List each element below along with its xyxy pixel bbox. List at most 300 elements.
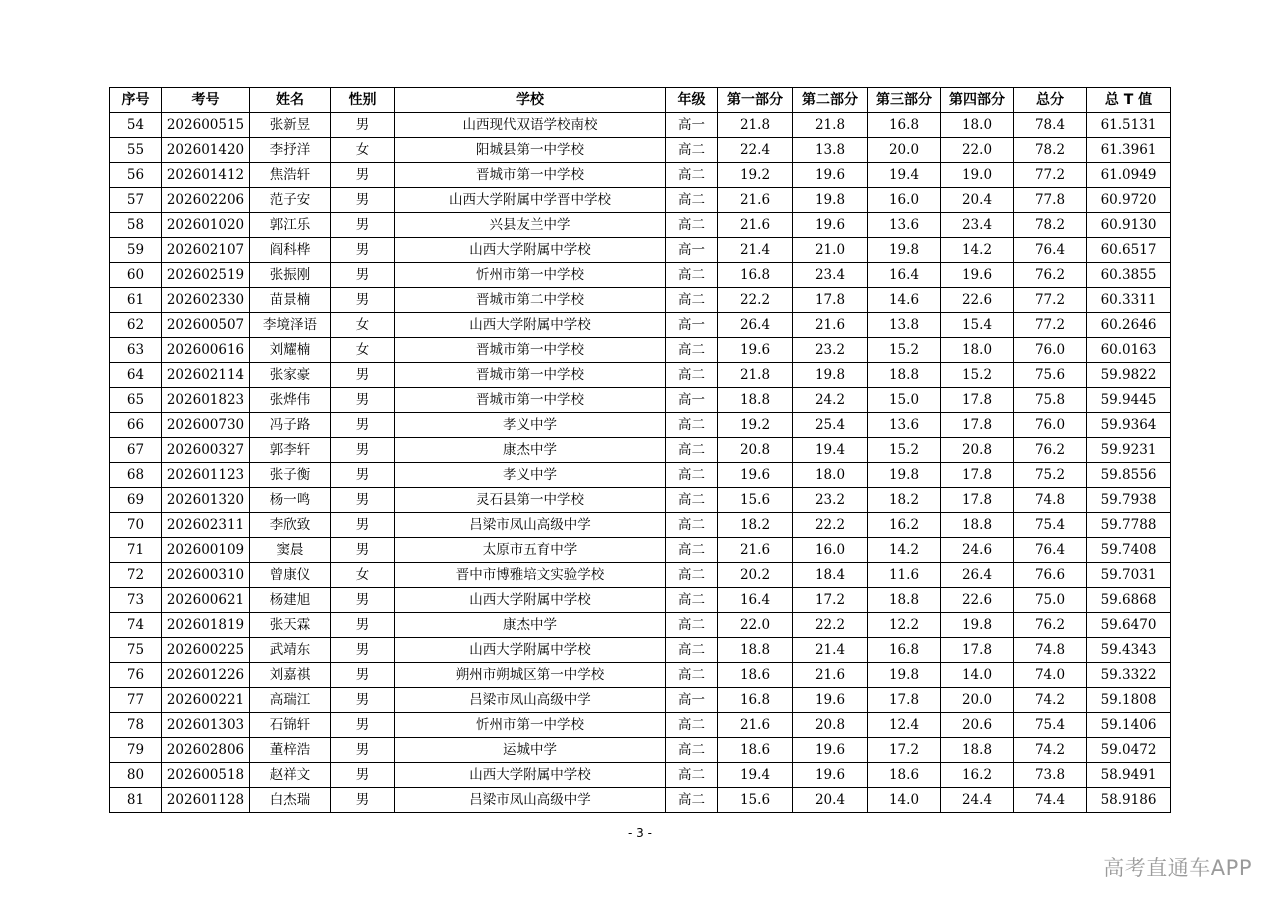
cell-total: 78.4 <box>1014 113 1087 138</box>
cell-total: 77.2 <box>1014 163 1087 188</box>
cell-name: 白杰瑞 <box>250 788 331 813</box>
cell-part4: 19.0 <box>941 163 1014 188</box>
table-row <box>110 738 1171 763</box>
column-header: 考号 <box>162 88 250 113</box>
cell-part2: 18.4 <box>793 563 868 588</box>
cell-part4: 20.0 <box>941 688 1014 713</box>
table-row <box>110 138 1171 163</box>
cell-grade: 高一 <box>666 313 718 338</box>
cell-exam-id: 202600621 <box>162 588 250 613</box>
cell-school: 吕梁市凤山高级中学 <box>395 513 666 538</box>
cell-gender: 男 <box>331 213 395 238</box>
table-row <box>110 288 1171 313</box>
table-row <box>110 788 1171 813</box>
watermark: 高考直通车APP <box>1103 856 1252 880</box>
cell-school: 晋城市第一中学校 <box>395 163 666 188</box>
cell-name: 焦浩轩 <box>250 163 331 188</box>
cell-school: 忻州市第一中学校 <box>395 713 666 738</box>
cell-rank: 71 <box>110 538 162 563</box>
cell-gender: 男 <box>331 538 395 563</box>
cell-rank: 80 <box>110 763 162 788</box>
cell-grade: 高一 <box>666 113 718 138</box>
cell-part1: 19.6 <box>718 338 793 363</box>
cell-t-score: 58.9491 <box>1087 763 1171 788</box>
cell-gender: 男 <box>331 513 395 538</box>
cell-part1: 21.8 <box>718 363 793 388</box>
table-row <box>110 488 1171 513</box>
cell-rank: 56 <box>110 163 162 188</box>
cell-part1: 21.8 <box>718 113 793 138</box>
cell-part3: 13.6 <box>868 213 941 238</box>
cell-part1: 26.4 <box>718 313 793 338</box>
column-header: 性别 <box>331 88 395 113</box>
cell-part2: 17.8 <box>793 288 868 313</box>
cell-part1: 18.8 <box>718 388 793 413</box>
cell-t-score: 59.1406 <box>1087 713 1171 738</box>
cell-name: 郭李轩 <box>250 438 331 463</box>
cell-part4: 20.8 <box>941 438 1014 463</box>
cell-name: 刘嘉祺 <box>250 663 331 688</box>
cell-part3: 18.6 <box>868 763 941 788</box>
cell-exam-id: 202602330 <box>162 288 250 313</box>
cell-t-score: 59.9822 <box>1087 363 1171 388</box>
cell-exam-id: 202600109 <box>162 538 250 563</box>
cell-grade: 高二 <box>666 413 718 438</box>
cell-part3: 20.0 <box>868 138 941 163</box>
cell-part1: 18.6 <box>718 738 793 763</box>
cell-exam-id: 202601128 <box>162 788 250 813</box>
cell-exam-id: 202600327 <box>162 438 250 463</box>
table-row <box>110 313 1171 338</box>
cell-rank: 66 <box>110 413 162 438</box>
cell-grade: 高二 <box>666 588 718 613</box>
cell-t-score: 59.9231 <box>1087 438 1171 463</box>
column-header: 第三部分 <box>868 88 941 113</box>
cell-school: 康杰中学 <box>395 613 666 638</box>
cell-grade: 高二 <box>666 738 718 763</box>
cell-name: 张子衡 <box>250 463 331 488</box>
cell-t-score: 60.9130 <box>1087 213 1171 238</box>
cell-exam-id: 202600515 <box>162 113 250 138</box>
cell-total: 75.4 <box>1014 713 1087 738</box>
cell-part1: 20.2 <box>718 563 793 588</box>
cell-school: 晋城市第一中学校 <box>395 388 666 413</box>
column-header: 总 T 值 <box>1087 88 1171 113</box>
cell-gender: 女 <box>331 338 395 363</box>
cell-t-score: 59.8556 <box>1087 463 1171 488</box>
cell-part3: 11.6 <box>868 563 941 588</box>
cell-grade: 高二 <box>666 363 718 388</box>
cell-school: 山西现代双语学校南校 <box>395 113 666 138</box>
cell-total: 78.2 <box>1014 213 1087 238</box>
table-row <box>110 213 1171 238</box>
cell-part4: 19.8 <box>941 613 1014 638</box>
column-header: 姓名 <box>250 88 331 113</box>
cell-name: 张天霖 <box>250 613 331 638</box>
cell-total: 76.2 <box>1014 613 1087 638</box>
cell-part2: 19.6 <box>793 213 868 238</box>
cell-part4: 20.4 <box>941 188 1014 213</box>
cell-total: 74.2 <box>1014 688 1087 713</box>
cell-part2: 23.2 <box>793 488 868 513</box>
cell-rank: 74 <box>110 613 162 638</box>
cell-part3: 17.2 <box>868 738 941 763</box>
cell-part3: 18.2 <box>868 488 941 513</box>
cell-rank: 68 <box>110 463 162 488</box>
cell-part2: 21.8 <box>793 113 868 138</box>
cell-part2: 19.8 <box>793 363 868 388</box>
cell-school: 朔州市朔城区第一中学校 <box>395 663 666 688</box>
cell-rank: 70 <box>110 513 162 538</box>
cell-grade: 高二 <box>666 138 718 163</box>
cell-name: 窦晨 <box>250 538 331 563</box>
cell-part3: 16.4 <box>868 263 941 288</box>
cell-part3: 13.8 <box>868 313 941 338</box>
cell-exam-id: 202601412 <box>162 163 250 188</box>
cell-total: 77.8 <box>1014 188 1087 213</box>
cell-gender: 男 <box>331 638 395 663</box>
cell-rank: 81 <box>110 788 162 813</box>
cell-gender: 男 <box>331 663 395 688</box>
cell-name: 冯子路 <box>250 413 331 438</box>
cell-grade: 高二 <box>666 163 718 188</box>
cell-name: 李欣致 <box>250 513 331 538</box>
cell-grade: 高二 <box>666 538 718 563</box>
cell-part3: 16.0 <box>868 188 941 213</box>
cell-school: 山西大学附属中学晋中学校 <box>395 188 666 213</box>
cell-name: 杨建旭 <box>250 588 331 613</box>
cell-school: 灵石县第一中学校 <box>395 488 666 513</box>
cell-t-score: 60.3311 <box>1087 288 1171 313</box>
cell-gender: 男 <box>331 613 395 638</box>
cell-total: 78.2 <box>1014 138 1087 163</box>
cell-rank: 65 <box>110 388 162 413</box>
cell-part1: 18.2 <box>718 513 793 538</box>
cell-name: 李抒洋 <box>250 138 331 163</box>
table-row <box>110 263 1171 288</box>
cell-rank: 59 <box>110 238 162 263</box>
cell-total: 76.2 <box>1014 263 1087 288</box>
cell-grade: 高二 <box>666 463 718 488</box>
cell-t-score: 60.0163 <box>1087 338 1171 363</box>
cell-exam-id: 202601819 <box>162 613 250 638</box>
cell-part2: 19.8 <box>793 188 868 213</box>
cell-t-score: 58.9186 <box>1087 788 1171 813</box>
cell-part1: 21.4 <box>718 238 793 263</box>
cell-exam-id: 202600518 <box>162 763 250 788</box>
column-header: 第二部分 <box>793 88 868 113</box>
cell-part1: 18.6 <box>718 663 793 688</box>
cell-school: 吕梁市凤山高级中学 <box>395 688 666 713</box>
table-row <box>110 188 1171 213</box>
cell-exam-id: 202602206 <box>162 188 250 213</box>
cell-rank: 73 <box>110 588 162 613</box>
cell-part4: 17.8 <box>941 463 1014 488</box>
table-row <box>110 613 1171 638</box>
cell-rank: 67 <box>110 438 162 463</box>
cell-part1: 16.4 <box>718 588 793 613</box>
cell-t-score: 59.7031 <box>1087 563 1171 588</box>
cell-exam-id: 202600221 <box>162 688 250 713</box>
cell-gender: 男 <box>331 488 395 513</box>
cell-name: 董梓浩 <box>250 738 331 763</box>
cell-rank: 60 <box>110 263 162 288</box>
cell-gender: 男 <box>331 413 395 438</box>
cell-t-score: 59.0472 <box>1087 738 1171 763</box>
cell-total: 76.4 <box>1014 538 1087 563</box>
cell-part3: 18.8 <box>868 363 941 388</box>
cell-total: 74.8 <box>1014 638 1087 663</box>
cell-exam-id: 202602311 <box>162 513 250 538</box>
cell-name: 武靖东 <box>250 638 331 663</box>
cell-exam-id: 202601823 <box>162 388 250 413</box>
cell-part2: 19.4 <box>793 438 868 463</box>
cell-grade: 高二 <box>666 213 718 238</box>
cell-t-score: 59.7938 <box>1087 488 1171 513</box>
cell-rank: 72 <box>110 563 162 588</box>
cell-part2: 21.6 <box>793 313 868 338</box>
cell-gender: 男 <box>331 388 395 413</box>
table-row <box>110 113 1171 138</box>
cell-part3: 15.2 <box>868 438 941 463</box>
cell-school: 山西大学附属中学校 <box>395 313 666 338</box>
cell-total: 75.2 <box>1014 463 1087 488</box>
cell-part4: 18.0 <box>941 338 1014 363</box>
cell-gender: 男 <box>331 713 395 738</box>
cell-part2: 22.2 <box>793 513 868 538</box>
cell-grade: 高二 <box>666 338 718 363</box>
cell-part3: 13.6 <box>868 413 941 438</box>
cell-name: 赵祥文 <box>250 763 331 788</box>
cell-exam-id: 202601420 <box>162 138 250 163</box>
table-row <box>110 663 1171 688</box>
cell-school: 忻州市第一中学校 <box>395 263 666 288</box>
cell-rank: 64 <box>110 363 162 388</box>
table-row <box>110 413 1171 438</box>
cell-gender: 男 <box>331 763 395 788</box>
cell-part1: 22.4 <box>718 138 793 163</box>
cell-part1: 15.6 <box>718 488 793 513</box>
cell-part1: 19.2 <box>718 163 793 188</box>
table-row <box>110 338 1171 363</box>
cell-rank: 54 <box>110 113 162 138</box>
cell-grade: 高二 <box>666 713 718 738</box>
cell-grade: 高一 <box>666 388 718 413</box>
cell-part4: 15.2 <box>941 363 1014 388</box>
cell-total: 74.2 <box>1014 738 1087 763</box>
cell-grade: 高二 <box>666 638 718 663</box>
cell-part4: 24.4 <box>941 788 1014 813</box>
cell-rank: 58 <box>110 213 162 238</box>
cell-exam-id: 202601303 <box>162 713 250 738</box>
cell-part3: 19.8 <box>868 463 941 488</box>
cell-part3: 12.4 <box>868 713 941 738</box>
cell-grade: 高二 <box>666 288 718 313</box>
cell-name: 张新昱 <box>250 113 331 138</box>
cell-part3: 17.8 <box>868 688 941 713</box>
cell-part1: 16.8 <box>718 263 793 288</box>
cell-part4: 17.8 <box>941 638 1014 663</box>
cell-name: 李境泽语 <box>250 313 331 338</box>
table-row <box>110 588 1171 613</box>
table-row <box>110 438 1171 463</box>
cell-name: 范子安 <box>250 188 331 213</box>
cell-part1: 22.0 <box>718 613 793 638</box>
table-row <box>110 238 1171 263</box>
cell-part4: 14.0 <box>941 663 1014 688</box>
cell-gender: 女 <box>331 138 395 163</box>
cell-rank: 57 <box>110 188 162 213</box>
cell-total: 76.0 <box>1014 338 1087 363</box>
table-row <box>110 713 1171 738</box>
cell-part4: 22.0 <box>941 138 1014 163</box>
cell-part4: 18.8 <box>941 513 1014 538</box>
cell-part1: 19.6 <box>718 463 793 488</box>
cell-part2: 23.2 <box>793 338 868 363</box>
cell-total: 76.4 <box>1014 238 1087 263</box>
cell-school: 晋城市第一中学校 <box>395 338 666 363</box>
cell-gender: 男 <box>331 463 395 488</box>
cell-t-score: 60.3855 <box>1087 263 1171 288</box>
cell-part3: 19.8 <box>868 238 941 263</box>
cell-gender: 男 <box>331 438 395 463</box>
column-header: 第一部分 <box>718 88 793 113</box>
cell-t-score: 59.9445 <box>1087 388 1171 413</box>
cell-school: 阳城县第一中学校 <box>395 138 666 163</box>
cell-part4: 17.8 <box>941 488 1014 513</box>
cell-part1: 20.8 <box>718 438 793 463</box>
cell-part2: 19.6 <box>793 763 868 788</box>
column-header: 第四部分 <box>941 88 1014 113</box>
cell-name: 阎科桦 <box>250 238 331 263</box>
cell-part1: 21.6 <box>718 213 793 238</box>
cell-part2: 17.2 <box>793 588 868 613</box>
cell-name: 石锦轩 <box>250 713 331 738</box>
cell-t-score: 59.7788 <box>1087 513 1171 538</box>
cell-exam-id: 202601226 <box>162 663 250 688</box>
cell-gender: 男 <box>331 363 395 388</box>
table-row <box>110 563 1171 588</box>
cell-name: 郭江乐 <box>250 213 331 238</box>
cell-part2: 20.4 <box>793 788 868 813</box>
cell-gender: 男 <box>331 788 395 813</box>
cell-t-score: 59.7408 <box>1087 538 1171 563</box>
cell-total: 76.0 <box>1014 413 1087 438</box>
cell-name: 张家豪 <box>250 363 331 388</box>
cell-school: 孝义中学 <box>395 413 666 438</box>
table-row <box>110 513 1171 538</box>
cell-name: 刘耀楠 <box>250 338 331 363</box>
cell-grade: 高一 <box>666 688 718 713</box>
cell-part4: 16.2 <box>941 763 1014 788</box>
cell-part2: 24.2 <box>793 388 868 413</box>
cell-name: 曾康仪 <box>250 563 331 588</box>
table-row <box>110 363 1171 388</box>
cell-part3: 12.2 <box>868 613 941 638</box>
cell-part4: 22.6 <box>941 588 1014 613</box>
cell-t-score: 59.6868 <box>1087 588 1171 613</box>
column-header: 序号 <box>110 88 162 113</box>
cell-rank: 79 <box>110 738 162 763</box>
cell-part2: 21.6 <box>793 663 868 688</box>
table-row <box>110 538 1171 563</box>
cell-total: 74.4 <box>1014 788 1087 813</box>
cell-school: 晋城市第二中学校 <box>395 288 666 313</box>
cell-part1: 15.6 <box>718 788 793 813</box>
cell-rank: 75 <box>110 638 162 663</box>
cell-part4: 17.8 <box>941 413 1014 438</box>
cell-total: 77.2 <box>1014 288 1087 313</box>
cell-part3: 15.0 <box>868 388 941 413</box>
cell-part1: 19.2 <box>718 413 793 438</box>
cell-gender: 男 <box>331 688 395 713</box>
cell-rank: 77 <box>110 688 162 713</box>
cell-total: 76.2 <box>1014 438 1087 463</box>
cell-t-score: 59.4343 <box>1087 638 1171 663</box>
cell-t-score: 59.6470 <box>1087 613 1171 638</box>
cell-part3: 14.6 <box>868 288 941 313</box>
cell-part3: 16.8 <box>868 638 941 663</box>
column-header: 学校 <box>395 88 666 113</box>
table-row <box>110 763 1171 788</box>
table-body <box>110 113 1171 813</box>
cell-grade: 高二 <box>666 438 718 463</box>
table-row <box>110 163 1171 188</box>
cell-grade: 高一 <box>666 238 718 263</box>
cell-school: 孝义中学 <box>395 463 666 488</box>
cell-part3: 14.0 <box>868 788 941 813</box>
cell-gender: 男 <box>331 588 395 613</box>
cell-gender: 女 <box>331 563 395 588</box>
cell-gender: 男 <box>331 163 395 188</box>
cell-part3: 19.4 <box>868 163 941 188</box>
cell-school: 康杰中学 <box>395 438 666 463</box>
cell-total: 75.6 <box>1014 363 1087 388</box>
cell-grade: 高二 <box>666 663 718 688</box>
cell-total: 76.6 <box>1014 563 1087 588</box>
cell-total: 74.0 <box>1014 663 1087 688</box>
cell-part4: 20.6 <box>941 713 1014 738</box>
cell-exam-id: 202602107 <box>162 238 250 263</box>
cell-rank: 62 <box>110 313 162 338</box>
cell-grade: 高二 <box>666 188 718 213</box>
cell-exam-id: 202601020 <box>162 213 250 238</box>
cell-part1: 21.6 <box>718 188 793 213</box>
cell-grade: 高二 <box>666 563 718 588</box>
column-header: 年级 <box>666 88 718 113</box>
table-row <box>110 388 1171 413</box>
cell-total: 73.8 <box>1014 763 1087 788</box>
cell-gender: 男 <box>331 263 395 288</box>
cell-exam-id: 202600507 <box>162 313 250 338</box>
cell-part2: 21.4 <box>793 638 868 663</box>
cell-gender: 男 <box>331 188 395 213</box>
cell-school: 晋城市第一中学校 <box>395 363 666 388</box>
cell-gender: 女 <box>331 313 395 338</box>
cell-t-score: 61.5131 <box>1087 113 1171 138</box>
cell-part4: 18.0 <box>941 113 1014 138</box>
cell-total: 75.4 <box>1014 513 1087 538</box>
cell-t-score: 61.0949 <box>1087 163 1171 188</box>
cell-part2: 21.0 <box>793 238 868 263</box>
cell-school: 山西大学附属中学校 <box>395 238 666 263</box>
cell-part1: 21.6 <box>718 713 793 738</box>
cell-part2: 20.8 <box>793 713 868 738</box>
cell-school: 山西大学附属中学校 <box>395 763 666 788</box>
table-row <box>110 463 1171 488</box>
cell-total: 74.8 <box>1014 488 1087 513</box>
cell-part3: 18.8 <box>868 588 941 613</box>
